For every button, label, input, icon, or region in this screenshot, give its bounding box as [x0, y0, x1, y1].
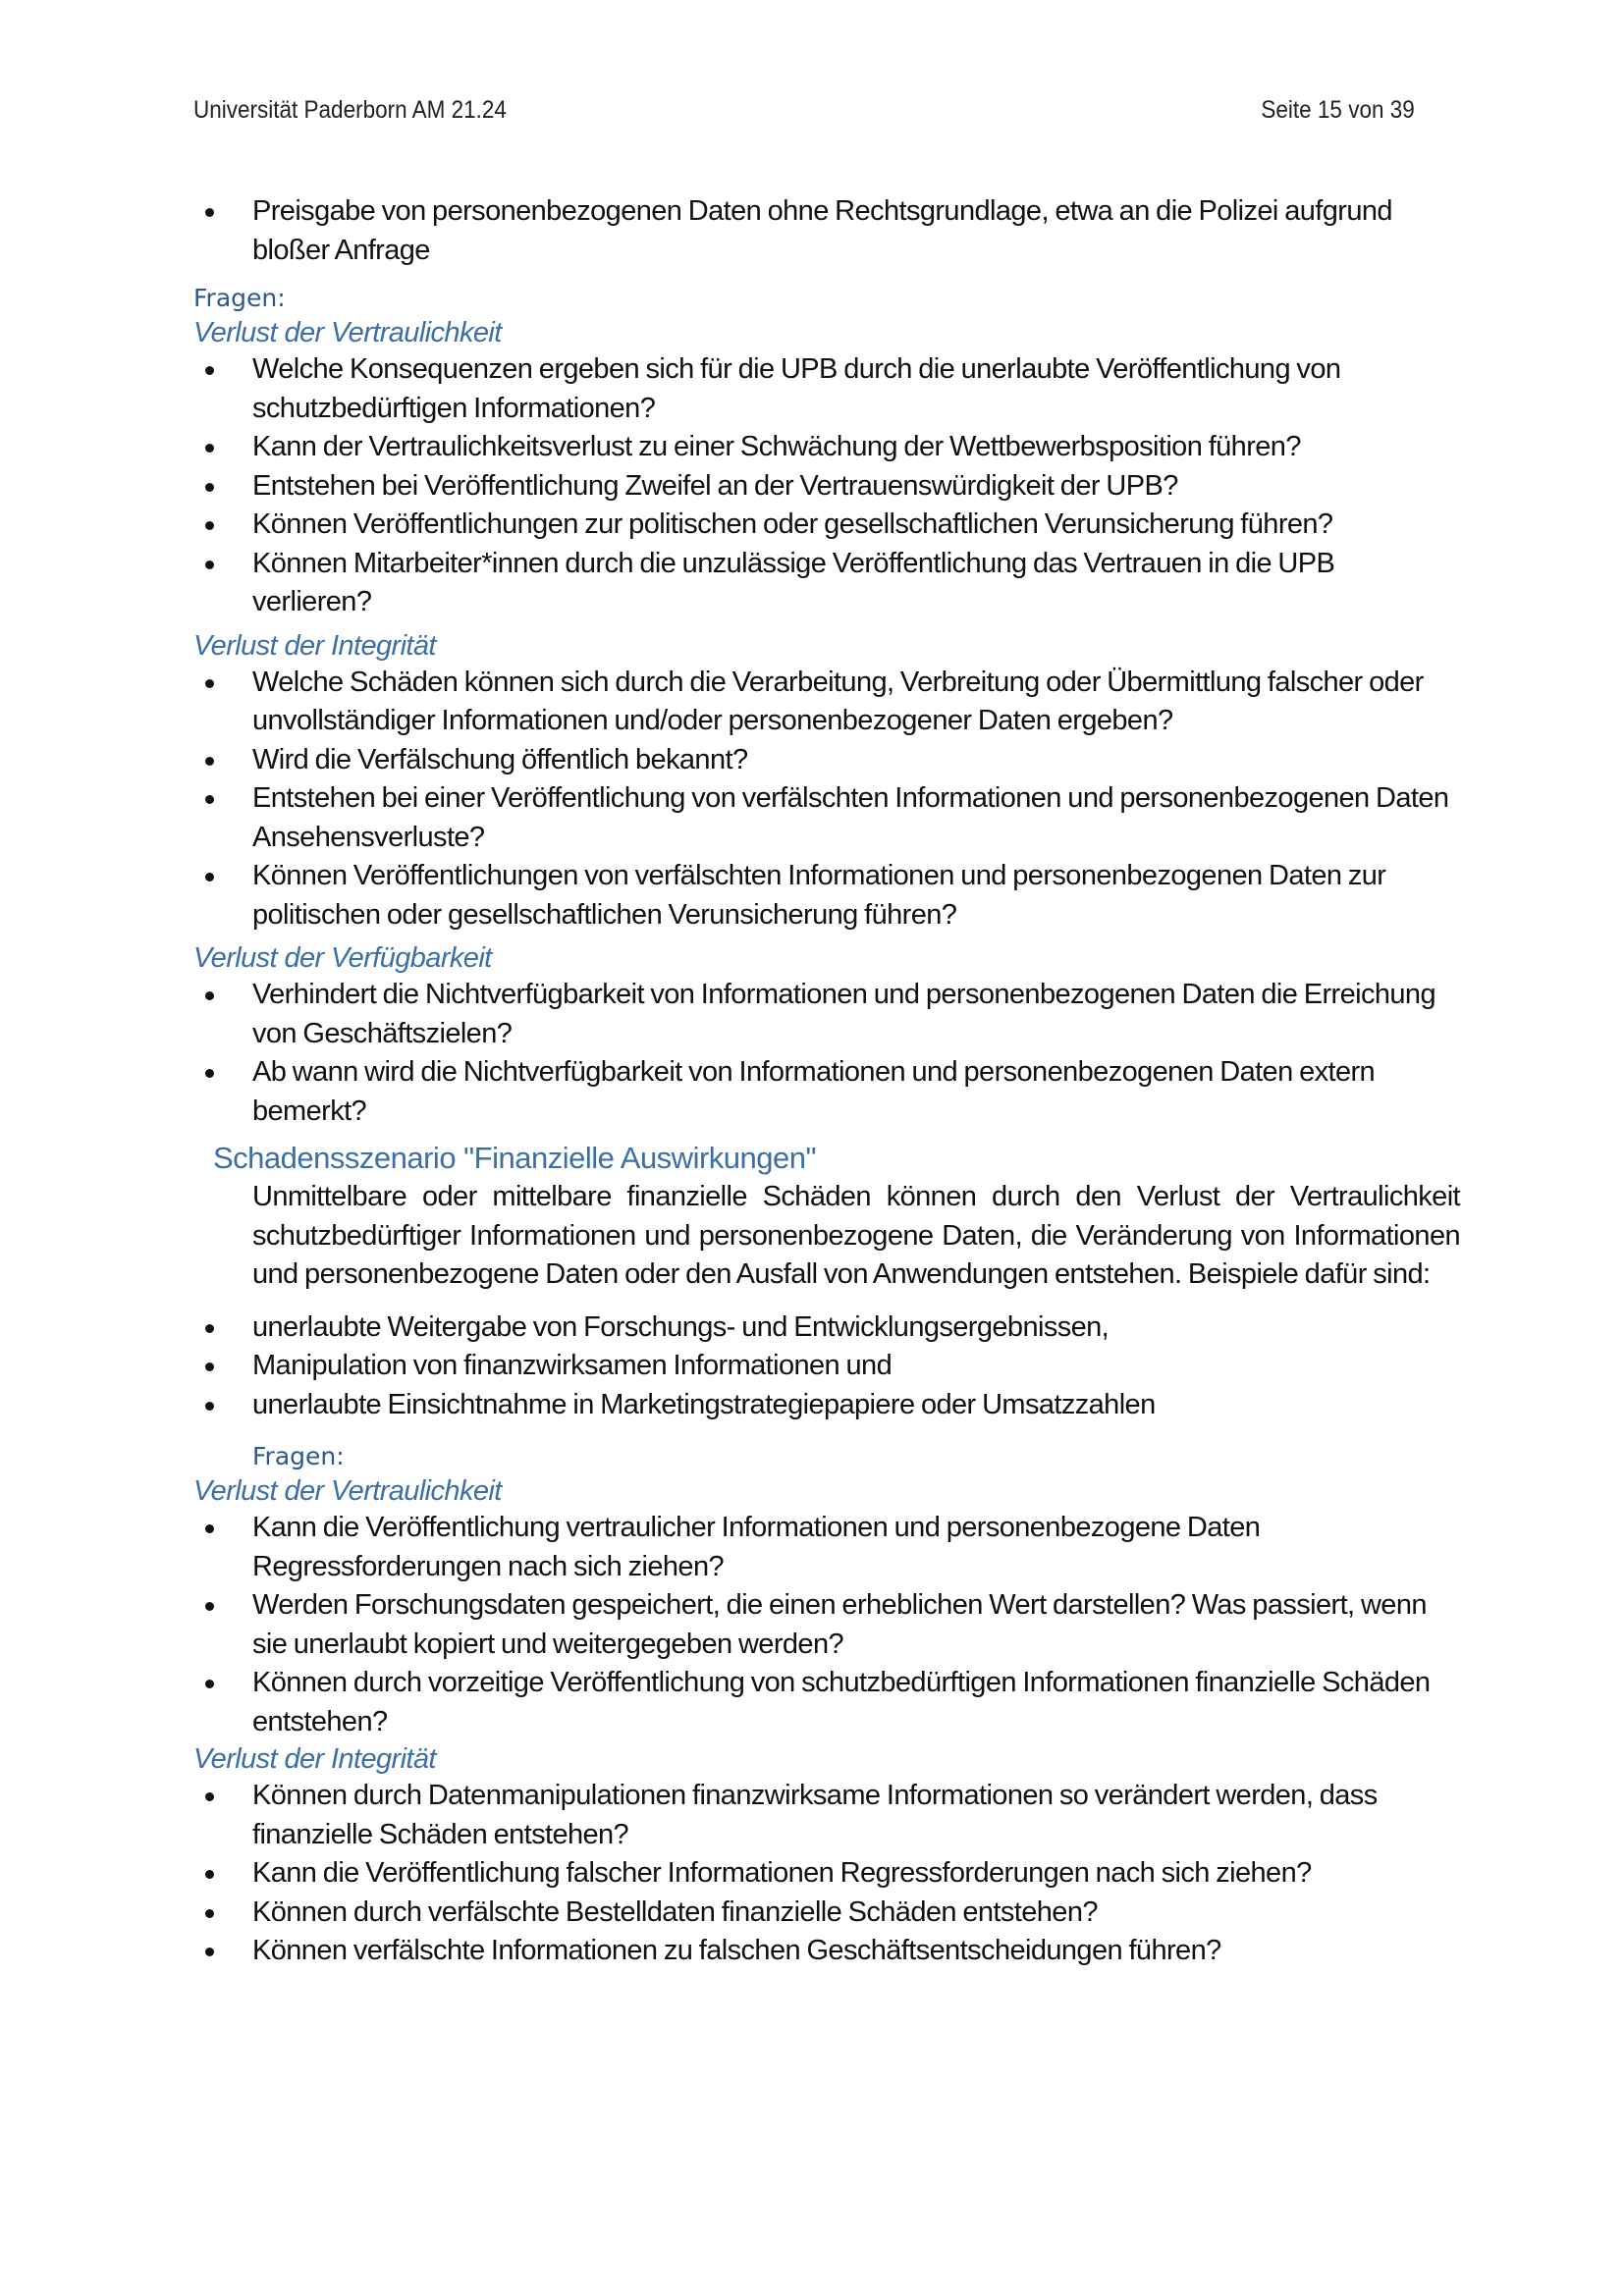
integritaet-list — [193, 1777, 1460, 1971]
list-item: Manipulation von finanzwirksamen Informationen und — [193, 1347, 1460, 1386]
fragen-label: Fragen: — [193, 284, 286, 312]
list-item: Kann der Vertraulichkeitsverlust zu einer Schwächung der Wettbewerbsposition führen? — [193, 428, 1460, 467]
list-item: Können durch verfälschte Bestelldaten finanzielle Schäden entstehen? — [193, 1894, 1460, 1933]
list-item: Werden Forschungsdaten gespeichert, die einen erheblichen Wert darstellen? Was passiert, wenn sie unerlaubt kopiert und weitergegeben werden? — [193, 1586, 1460, 1664]
examples-list — [193, 1308, 1460, 1425]
list-item: Ab wann wird die Nichtverfügbarkeit von Informationen und personenbezogenen Daten extern bemerkt? — [193, 1053, 1460, 1131]
fragen-label: Fragen: — [252, 1442, 345, 1470]
header-left: Universität Paderborn AM 21.24 — [193, 96, 507, 124]
list-item: Kann die Veröffentlichung falscher Informationen Regressforderungen nach sich ziehen? — [193, 1854, 1460, 1894]
page-content — [193, 192, 1460, 1971]
list-item: Können durch Datenmanipulationen finanzwirksame Informationen so verändert werden, dass finanzielle Schäden entstehen? — [193, 1777, 1460, 1854]
list-item: unerlaubte Weitergabe von Forschungs- und Entwicklungsergebnissen, — [193, 1308, 1460, 1348]
integritaet-list — [193, 664, 1460, 935]
subheading-verfuegbarkeit: Verlust der Verfügbarkeit — [193, 942, 492, 974]
subheading-vertraulichkeit: Verlust der Vertraulichkeit — [193, 1475, 502, 1507]
intro-list — [193, 192, 1460, 270]
page-number: Seite 15 von 39 — [1261, 96, 1415, 124]
subheading-integritaet: Verlust der Integrität — [193, 629, 436, 662]
list-item: Können Veröffentlichungen zur politischen oder gesellschaftlichen Verunsicherung führen? — [193, 506, 1460, 545]
list-item: Entstehen bei einer Veröffentlichung von verfälschten Informationen und personenbezogenen Daten Ansehensverluste? — [193, 779, 1460, 857]
list-item: Welche Konsequenzen ergeben sich für die UPB durch die unerlaubte Veröffentlichung von schutzbedürftigen Informationen? — [193, 350, 1460, 428]
list-item: Können durch vorzeitige Veröffentlichung von schutzbedürftigen Informationen finanzielle Schäden entstehen? — [193, 1664, 1460, 1741]
list-item: Können Veröffentlichungen von verfälschten Informationen und personenbezogenen Daten zur politischen oder gesellschaftlichen Verunsicherung führen? — [193, 857, 1460, 934]
subheading-vertraulichkeit: Verlust der Vertraulichkeit — [193, 317, 502, 348]
list-item: Kann die Veröffentlichung vertraulicher Informationen und personenbezogene Daten Regressforderungen nach sich ziehen? — [193, 1509, 1460, 1586]
verfuegbarkeit-list — [193, 976, 1460, 1131]
vertraulichkeit-list — [193, 350, 1460, 622]
list-item: Wird die Verfälschung öffentlich bekannt? — [193, 741, 1460, 780]
list-item: Verhindert die Nichtverfügbarkeit von Informationen und personenbezogenen Daten die Erreichung von Geschäftszielen? — [193, 976, 1460, 1053]
list-item: Können verfälschte Informationen zu falschen Geschäftsentscheidungen führen? — [193, 1932, 1460, 1971]
list-item: Welche Schäden können sich durch die Verarbeitung, Verbreitung oder Übermittlung falscher oder unvollständiger Informationen und/oder personenbezogener Daten ergeben? — [193, 664, 1460, 741]
list-item: Entstehen bei Veröffentlichung Zweifel an der Vertrauenswürdigkeit der UPB? — [193, 467, 1460, 507]
section-heading: Schadensszenario "Finanzielle Auswirkungen" — [213, 1141, 816, 1175]
section-paragraph: Unmittelbare oder mittelbare finanzielle Schäden können durch den Verlust der Vertraulichkeit schutzbedürftiger Informationen und personenbezogene Daten, die Veränderung von Informationen und personenbezogene Daten oder den Ausfall von Anwendungen entstehen. Beispiele dafür sind: — [252, 1181, 1460, 1290]
vertraulichkeit-list — [193, 1509, 1460, 1741]
list-item: unerlaubte Einsichtnahme in Marketingstrategiepapiere oder Umsatzzahlen — [193, 1386, 1460, 1425]
subheading-integritaet: Verlust der Integrität — [193, 1743, 436, 1775]
list-item: Können Mitarbeiter*innen durch die unzulässige Veröffentlichung das Vertrauen in die UPB verlieren? — [193, 545, 1460, 622]
list-item: Preisgabe von personenbezogenen Daten ohne Rechtsgrundlage, etwa an die Polizei aufgrund bloßer Anfrage — [193, 192, 1460, 270]
